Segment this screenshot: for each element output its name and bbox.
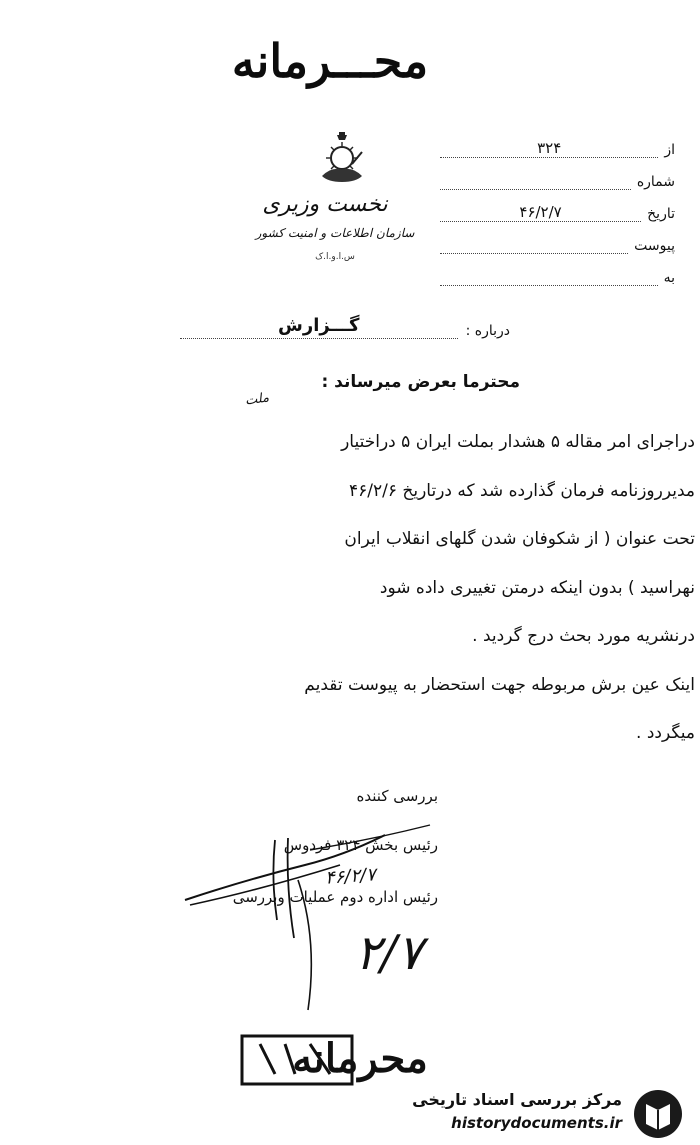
field-number [440, 158, 675, 190]
greeting: محترما بعرض میرساند : [321, 372, 520, 392]
body-line: تحت عنوان ( از شکوفان شدن گلهای انقلاب ایران [344, 529, 695, 549]
field-label: از [664, 142, 675, 158]
field-label: تاریخ [647, 206, 675, 222]
book-logo-icon [632, 1088, 684, 1140]
subject-value: گـــزارش [180, 315, 458, 339]
header-fields [440, 126, 675, 286]
field-to [440, 254, 675, 286]
body-line: دراجرای امر مقاله ۵ هشدار بملت ایران ۵ دراختیار [341, 432, 695, 452]
organization-name: نخست وزیری [262, 192, 388, 217]
watermark-org-name: مرکز بررسی اسناد تاریخی [412, 1090, 622, 1109]
field-attachment [440, 222, 675, 254]
field-label: پیوست [634, 238, 675, 254]
reviewer-label: بررسی کننده [356, 787, 438, 805]
field-value [440, 235, 628, 254]
lion-and-sun-emblem-icon [312, 128, 372, 188]
field-value [440, 267, 658, 286]
watermark-url[interactable]: historydocuments.ir [451, 1114, 622, 1132]
field-value: ۴۶/۲/۷ [440, 203, 641, 222]
field-from [440, 126, 675, 158]
handwritten-number: ۲/۷ [355, 925, 423, 981]
field-date [440, 190, 675, 222]
body-line: اینک عین برش مربوطه جهت استحضار به پیوست تقدیم [304, 674, 695, 695]
body-line: درنشریه مورد بحث درج گردید . [472, 626, 695, 646]
handwritten-interlinear-note: ملت [244, 390, 270, 409]
field-value: ۳۲۴ [440, 139, 658, 158]
body-line: نهراسید ) بدون اینکه درمتن تغییری داده شود [379, 577, 695, 598]
organization-abbreviation: س.ا.و.ا.ک [315, 252, 355, 262]
body-line: میگردد . [636, 723, 695, 743]
section-head-signature: رئیس بخش ۳۲۴ فردوس [283, 836, 438, 854]
classification-stamp-top: محـــرمانه [231, 34, 429, 88]
letter-body [100, 418, 695, 758]
classification-stamp-bottom: محرمانه [292, 1035, 428, 1082]
subject-label: درباره : [465, 323, 510, 339]
subject-line [180, 315, 510, 339]
field-value [440, 171, 631, 190]
handwritten-date: ۴۶/۲/۷ [324, 864, 377, 889]
body-line: مدیرروزنامه فرمان گذارده شد که درتاریخ ۴۶/۲/۶ [349, 480, 695, 501]
field-label: شماره [636, 174, 675, 190]
organization-subtitle: سازمان اطلاعات و امنیت کشور [255, 226, 415, 240]
signature-scribble [180, 820, 440, 1020]
field-label: به [663, 270, 675, 286]
department-head-signature: رئیس اداره دوم عملیات وبررسی [232, 888, 438, 906]
